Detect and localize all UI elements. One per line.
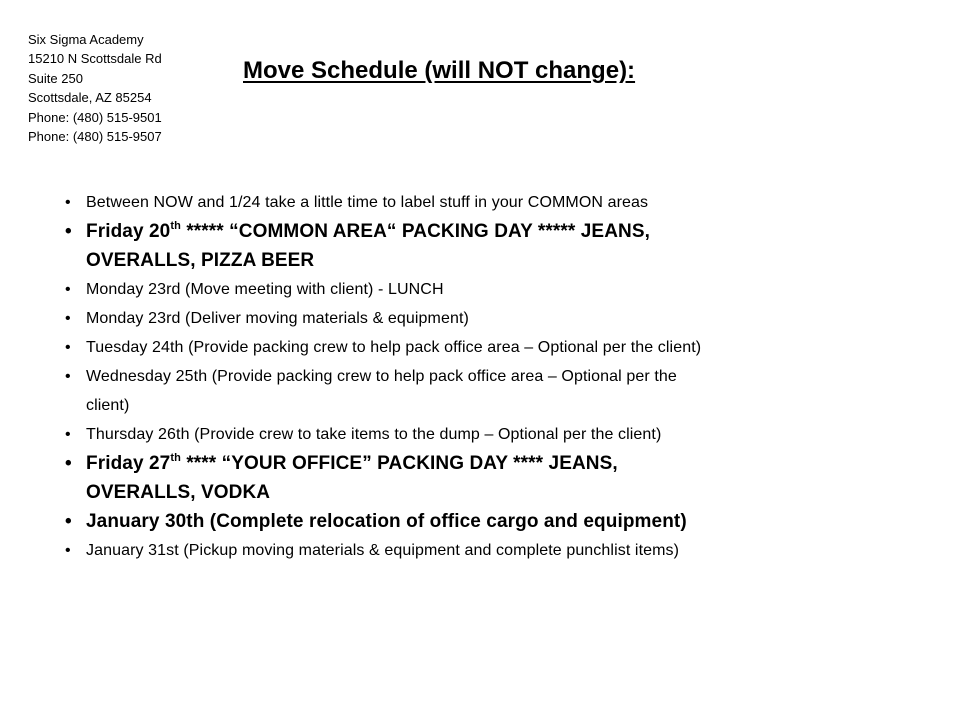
list-item: • Friday 27th **** “YOUR OFFICE” PACKING DAY **** JEANS, OVERALLS, VODKA <box>65 449 925 507</box>
phone-1: Phone: (480) 515-9501 <box>28 109 162 125</box>
list-item: • Monday 23rd (Move meeting with client) - LUNCH <box>65 275 925 304</box>
list-item: • Friday 20th ***** “COMMON AREA“ PACKING DAY ***** JEANS, OVERALLS, PIZZA BEER <box>65 217 925 275</box>
city-state-zip: Scottsdale, AZ 85254 <box>28 90 152 106</box>
list-item: • Monday 23rd (Deliver moving materials & equipment) <box>65 304 925 333</box>
list-item: • January 31st (Pickup moving materials & equipment and complete punchlist items) <box>65 536 925 565</box>
list-item: • January 30th (Complete relocation of office cargo and equipment) <box>65 507 925 536</box>
page-title: Move Schedule (will NOT change): <box>243 57 636 84</box>
suite: Suite 250 <box>28 70 83 86</box>
street-address: 15210 N Scottsdale Rd <box>28 51 162 67</box>
list-item: • Thursday 26th (Provide crew to take items to the dump – Optional per the client) <box>65 420 925 449</box>
schedule-list <box>65 188 925 565</box>
phone-2: Phone: (480) 515-9507 <box>28 129 162 145</box>
list-item: • Wednesday 25th (Provide packing crew to help pack office area – Optional per the client) <box>65 362 925 420</box>
company-name: Six Sigma Academy <box>28 32 144 47</box>
list-item: • Tuesday 24th (Provide packing crew to help pack office area – Optional per the client) <box>65 333 925 362</box>
address-block <box>28 30 162 146</box>
list-item: • Between NOW and 1/24 take a little time to label stuff in your COMMON areas <box>65 188 925 217</box>
